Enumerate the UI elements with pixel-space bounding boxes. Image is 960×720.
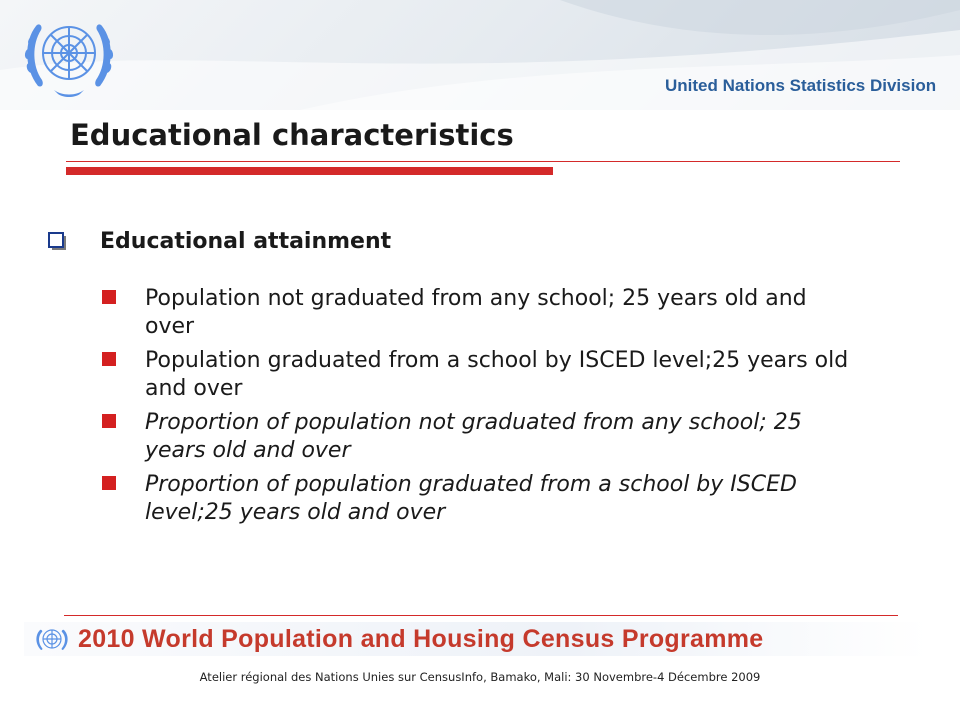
un-emblem-icon [32,625,72,653]
list-item [100,471,860,527]
list-item [100,409,860,465]
section-heading [48,229,391,254]
square-bullet-icon [102,290,116,304]
list-item-text: Proportion of population not graduated from any school; 25 years old and over [145,410,802,463]
list-item [100,285,860,341]
census-programme-banner [24,622,928,656]
list-item-text: Proportion of population graduated from a school by ISCED level;25 years old and over [145,472,797,525]
list-item-text: Population graduated from a school by ISCED level;25 years old and over [145,348,849,401]
slide-title: Educational characteristics [70,118,514,152]
un-emblem-icon [14,6,124,106]
square-bullet-icon [102,352,116,366]
checkbox-bullet-icon [48,230,68,254]
section-label: Educational attainment [100,229,392,254]
attainment-list [100,285,860,533]
list-item [100,347,860,403]
header-band [0,0,960,110]
banner-text: 2010 World Population and Housing Census Programme [78,625,764,653]
title-divider-thin [66,161,900,162]
footer-divider [64,615,898,616]
square-bullet-icon [102,414,116,428]
organization-title: United Nations Statistics Division [665,76,937,95]
footer-caption: Atelier régional des Nations Unies sur CensusInfo, Bamako, Mali: 30 Novembre-4 Décembre 2009 [199,670,761,684]
title-divider-thick [66,167,553,175]
square-bullet-icon [102,476,116,490]
list-item-text: Population not graduated from any school; 25 years old and over [145,286,807,339]
